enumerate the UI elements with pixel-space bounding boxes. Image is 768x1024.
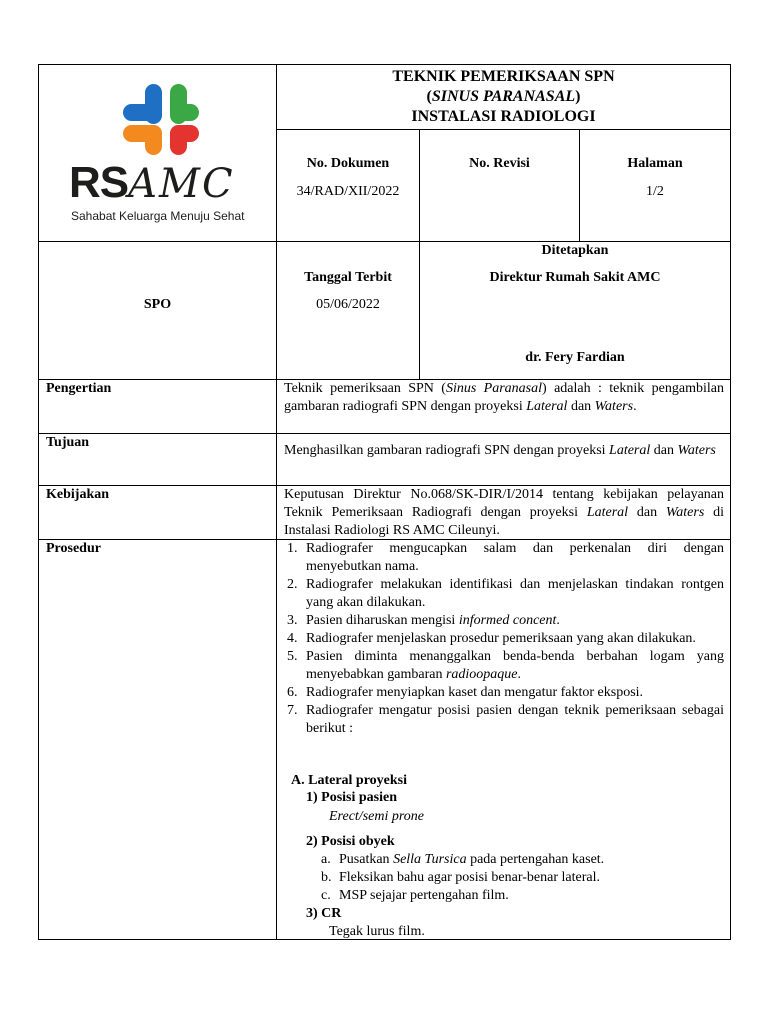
hospital-logo — [59, 79, 259, 229]
pengertian-text: Teknik pemeriksaan SPN (Sinus Paranasal) adalah : teknik pengambilan gambaran radiografi SPN dengan proyeksi Lateral dan Waters. — [284, 381, 724, 414]
tanggal-terbit-label: Tanggal Terbit — [304, 270, 392, 285]
title-line-2: (SINUS PARANASAL) — [426, 88, 581, 105]
prosedur-label: Prosedur — [46, 541, 101, 556]
direktur-name: dr. Fery Fardian — [525, 350, 625, 365]
tujuan-text: Menghasilkan gambaran radiografi SPN dengan proyeksi Lateral dan Waters — [284, 443, 716, 458]
no-dokumen-label: No. Dokumen — [306, 156, 390, 171]
tanggal-terbit-value: 05/06/2022 — [316, 297, 380, 312]
cr-heading: 3) CR — [306, 906, 342, 921]
list-item: 6. Radiografer menyiapkan kaset dan mengatur faktor eksposi. — [287, 685, 644, 700]
list-item: 5. Pasien diminta menanggalkan benda-benda berbahan logam yang menyebabkan gambaran radioopaque. — [287, 649, 724, 682]
posisi-obyek-heading: 2) Posisi obyek — [306, 834, 395, 849]
halaman-value: 1/2 — [646, 184, 664, 199]
spo-document — [38, 64, 731, 940]
prosedur-steps — [284, 540, 724, 738]
list-item: 2. Radiografer melakukan identifikasi dan menjelaskan tindakan rontgen yang akan dilakukan. — [287, 577, 724, 610]
brand-rs: RS — [69, 158, 129, 207]
no-revisi-label: No. Revisi — [469, 156, 530, 171]
posisi-obyek-item-a: a. Pusatkan Sella Tursica pada pertengahan kaset. — [321, 852, 605, 867]
posisi-obyek-item-b: b. Fleksikan bahu agar posisi benar-benar lateral. — [321, 870, 600, 885]
title-divider — [276, 129, 730, 130]
no-dokumen-value: 34/RAD/XII/2022 — [296, 184, 400, 199]
spo-label: SPO — [143, 297, 172, 312]
list-item: 3. Pasien diharuskan mengisi informed concent. — [287, 613, 560, 628]
section-a-heading: A. Lateral proyeksi — [291, 773, 408, 788]
brand-tagline: Sahabat Keluarga Menuju Sehat — [71, 209, 245, 223]
pengertian-divider — [39, 433, 730, 434]
brand-amc: AMC — [128, 161, 235, 207]
ditetapkan-label: Ditetapkan — [541, 243, 609, 258]
document-title — [277, 67, 730, 127]
procedure-list — [284, 540, 724, 738]
list-item: 7. Radiografer mengatur posisi pasien dengan teknik pemeriksaan sebagai berikut : — [287, 703, 724, 736]
brand-wordmark — [69, 159, 235, 207]
posisi-pasien-value: Erect/semi prone — [329, 809, 424, 824]
tujuan-label: Tujuan — [46, 435, 90, 450]
halaman-label: Halaman — [627, 156, 683, 171]
posisi-obyek-item-c: c. MSP sejajar pertengahan film. — [321, 888, 509, 903]
cr-value: Tegak lurus film. — [329, 924, 425, 939]
cross-logo-icon — [59, 79, 259, 159]
title-line-3: INSTALASI RADIOLOGI — [411, 108, 596, 125]
kebijakan-text: Keputusan Direktur No.068/SK-DIR/I/2014 tentang kebijakan pelayanan Teknik Pemeriksaan Radiografi dengan proyeksi Lateral dan Waters di Instalasi Radiologi RS AMC Cileunyi. — [284, 487, 725, 538]
list-item: 4. Radiografer menjelaskan prosedur pemeriksaan yang akan dilakukan. — [287, 631, 696, 646]
title-line-1: TEKNIK PEMERIKSAAN SPN — [392, 68, 615, 85]
list-item: 1. Radiografer mengucapkan salam dan perkenalan diri dengan menyebutkan nama. — [287, 541, 724, 574]
direktur-label: Direktur Rumah Sakit AMC — [489, 270, 661, 285]
kebijakan-label: Kebijakan — [46, 487, 110, 502]
posisi-pasien-heading: 1) Posisi pasien — [306, 790, 398, 805]
pengertian-label: Pengertian — [46, 381, 112, 396]
